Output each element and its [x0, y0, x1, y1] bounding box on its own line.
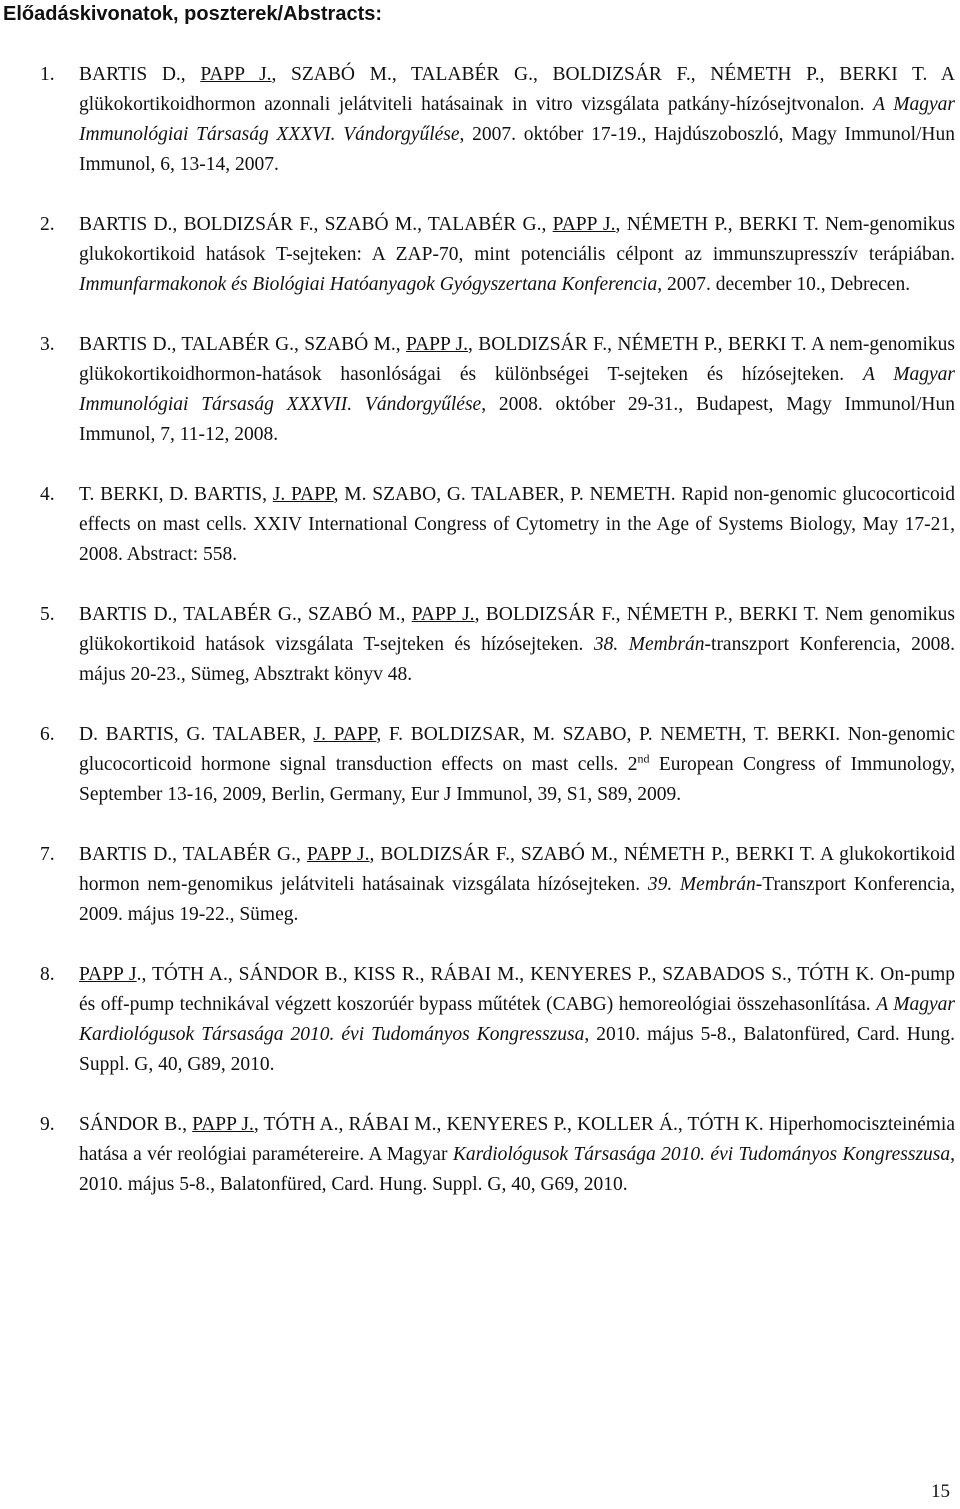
reference-item — [0, 60, 955, 180]
reference-text: T. BERKI, D. BARTIS, J. PAPP, M. SZABO, G. TALABER, P. NEMETH. Rapid non-genomic glucocorticoid effects on mast cells. XXIV International Congress of Cytometry in the Age of Systems Biology, May 17-21, 2008. Abstract: 558. — [79, 484, 955, 565]
reference-text: BARTIS D., TALABÉR G., SZABÓ M., PAPP J., BOLDIZSÁR F., NÉMETH P., BERKI T. Nem genomikus glükokortikoid hatások vizsgálata T-sejteken és hízósejteken. 38. Membrán-transzport Konferencia, 2008. május 20-23., Sümeg, Absztrakt könyv 48. — [79, 604, 955, 685]
reference-text: D. BARTIS, G. TALABER, J. PAPP, F. BOLDIZSAR, M. SZABO, P. NEMETH, T. BERKI. Non-genomic glucocorticoid hormone signal transduction effects on mast cells. 2nd European Congress of Immunology, September 13-16, 2009, Berlin, Germany, Eur J Immunol, 39, S1, S89, 2009. — [79, 724, 955, 805]
reference-item — [0, 720, 955, 810]
reference-text: BARTIS D., BOLDIZSÁR F., SZABÓ M., TALABÉR G., PAPP J., NÉMETH P., BERKI T. Nem-genomikus glukokortikoid hatások T-sejteken: A ZAP-70, mint potenciális célpont az immunszupresszív terápiában. Immunfarmakonok és Biológiai Hatóanyagok Gyógyszertana Konferencia, 2007. december 10., Debrecen. — [79, 214, 956, 295]
reference-text: BARTIS D., PAPP J., SZABÓ M., TALABÉR G., BOLDIZSÁR F., NÉMETH P., BERKI T. A glükokortikoidhormon azonnali jelátviteli hatásainak in vitro vizsgálata patkány-hízósejtvonalon. A Magyar Immunológiai Társaság XXXVI. Vándorgyűlése, 2007. október 17-19., Hajdúszoboszló, Magy Immunol/Hun Immunol, 6, 13-14, 2007. — [79, 64, 955, 175]
reference-number: 9. — [40, 1114, 55, 1135]
section-heading: Előadáskivonatok, poszterek/Abstracts: — [3, 3, 383, 25]
reference-number: 8. — [40, 964, 55, 985]
reference-text: BARTIS D., TALABÉR G., SZABÓ M., PAPP J., BOLDIZSÁR F., NÉMETH P., BERKI T. A nem-genomikus glükokortikoidhormon-hatások hasonlóságai és különbségei T-sejteken és hízósejteken. A Magyar Immunológiai Társaság XXXVII. Vándorgyűlése, 2008. október 29-31., Budapest, Magy Immunol/Hun Immunol, 7, 11-12, 2008. — [79, 334, 955, 445]
reference-number: 6. — [40, 724, 55, 745]
reference-number: 2. — [40, 214, 55, 235]
reference-item — [0, 210, 955, 300]
page-number: 15 — [931, 1481, 950, 1502]
reference-number: 1. — [40, 64, 55, 85]
reference-item — [0, 600, 955, 690]
reference-number: 5. — [40, 604, 55, 625]
reference-item — [0, 840, 955, 930]
reference-text: SÁNDOR B., PAPP J., TÓTH A., RÁBAI M., KENYERES P., KOLLER Á., TÓTH K. Hiperhomociszteinémia hatása a vér reológiai paramétereire. A Magyar Kardiológusok Társasága 2010. évi Tudományos Kongresszusa, 2010. május 5-8., Balatonfüred, Card. Hung. Suppl. G, 40, G69, 2010. — [79, 1114, 956, 1195]
reference-item — [0, 480, 955, 570]
reference-number: 4. — [40, 484, 55, 505]
reference-item — [0, 330, 955, 450]
reference-text: PAPP J., TÓTH A., SÁNDOR B., KISS R., RÁBAI M., KENYERES P., SZABADOS S., TÓTH K. On-pump és off-pump technikával végzett koszorúér bypass műtétek (CABG) hemoreológiai összehasonlítása. A Magyar Kardiológusok Társasága 2010. évi Tudományos Kongresszusa, 2010. május 5-8., Balatonfüred, Card. Hung. Suppl. G, 40, G89, 2010. — [79, 964, 956, 1075]
reference-item — [0, 1110, 955, 1200]
reference-number: 3. — [40, 334, 55, 355]
reference-number: 7. — [40, 844, 55, 865]
reference-list — [0, 60, 960, 1230]
reference-text: BARTIS D., TALABÉR G., PAPP J., BOLDIZSÁR F., SZABÓ M., NÉMETH P., BERKI T. A glukokortikoid hormon nem-genomikus jelátviteli hatásainak vizsgálata hízósejteken. 39. Membrán-Transzport Konferencia, 2009. május 19-22., Sümeg. — [79, 844, 955, 925]
reference-item — [0, 960, 955, 1080]
